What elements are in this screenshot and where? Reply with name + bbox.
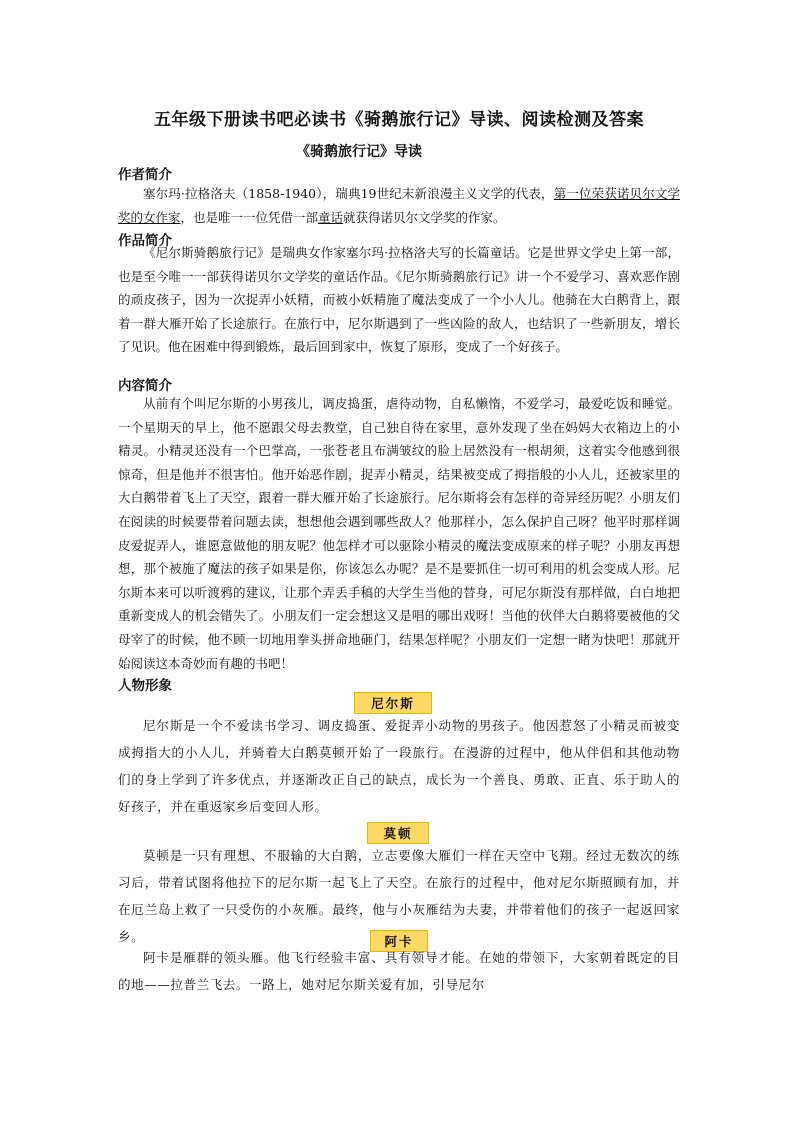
character-paragraph-akka: 阿卡是雁群的领头雁。他飞行经验丰富、具有领导才能。在她的带领下，大家朝着既定的目的地——拉普兰飞去。一路上，她对尼尔斯关爱有加，引导尼尔 bbox=[118, 950, 680, 992]
character-paragraph-nils: 尼尔斯是一个不爱读书学习、调皮捣蛋、爱捉弄小动物的男孩子。他因惹怒了小精灵而被变成拇指大的小人儿，并骑着大白鹅莫顿开始了一段旅行。在漫游的过程中，他从伴侣和其他动物们的身上学到了许多优点，并逐渐改正自己的缺点，成长为一个善良、勇敢、正直、乐于助人的好孩子，并在重返家乡后变回人形。 bbox=[118, 718, 680, 814]
section-heading-characters: 人物形象 bbox=[118, 678, 172, 694]
character-badge-nils: 尼尔斯 bbox=[354, 692, 432, 714]
character-badge-akka: 阿卡 bbox=[370, 930, 428, 952]
content-paragraph: 从前有个叫尼尔斯的小男孩儿，调皮捣蛋，虐待动物，自私懒惰，不爱学习，最爱吃饭和睡觉。一个星期天的早上，他不愿跟父母去教堂，自己独自待在家里，意外发现了坐在妈妈大衣箱边上的小精灵。小精灵还没有一个巴掌高，一张苍老且布满皱纹的脸上居然没有一根胡须，这着实令他感到很惊奇，但是他并不很害怕。他开始恶作剧，捉弄小精灵，结果被变成了拇指般的小人儿，还被家里的大白鹅带着飞上了天空，跟着一群大雁开始了长途旅行。尼尔斯将会有怎样的奇异经历呢？小朋友们在阅读的时候要带着问题去读，想想他会遇到哪些敌人？他那样小，怎么保护自己呀？他平时那样调皮爱捉弄人，谁愿意做他的朋友呢？他怎样才可以驱除小精灵的魔法变成原来的样子呢？小朋友再想想，那个被施了魔法的孩子如果是你，你该怎么办呢？是不是要抓住一切可利用的机会变成人形。尼尔斯本来可以听渡鸦的建议，让那个弄丢手稿的大学生当他的替身，可尼尔斯没有那样做，白白地把重新变成人的机会错失了。小朋友们一定会想这又是唱的哪出戏呀！当他的伙伴大白鹅将要被他的父母宰了的时候，他不顾一切地用拳头拼命地砸门，结果怎样呢？小朋友们一定想一睹为快吧！那就开始阅读这本奇妙而有趣的书吧！ bbox=[118, 396, 680, 671]
character-badge-morten: 莫顿 bbox=[367, 822, 429, 844]
character-paragraph-morten: 莫顿是一只有理想、不服输的大白鹅，立志要像大雁们一样在天空中飞翔。经过无数次的练习后，带着试图将他拉下的尼尔斯一起飞上了天空。在旅行的过程中，他对尼尔斯照顾有加，并在厄兰岛上救了一只受伤的小灰雁。最终，他与小灰雁结为夫妻，并带着他们的孩子一起返回家乡。 bbox=[118, 848, 680, 944]
section-heading-work: 作品简介 bbox=[118, 233, 172, 249]
author-text-a: 塞尔玛·拉格洛夫（1858-1940），瑞典19世纪末新浪漫主义文学的代表， bbox=[143, 186, 554, 201]
subtitle: 《骑鹅旅行记》导读 bbox=[296, 144, 422, 160]
author-text-b: 第一位荣获诺贝尔文学奖的女作家 bbox=[118, 186, 680, 225]
author-paragraph bbox=[118, 182, 680, 229]
section-heading-content: 内容简介 bbox=[118, 378, 172, 394]
work-paragraph: 《尼尔斯骑鹅旅行记》是瑞典女作家塞尔玛·拉格洛夫写的长篇童话。它是世界文学史上第一部，也是至今唯一一部获得诺贝尔文学奖的童话作品。《尼尔斯骑鹅旅行记》讲一个不爱学习、喜欢恶作剧的顽皮孩子，因为一次捉弄小妖精，而被小妖精施了魔法变成了一个小人儿。他骑在大白鹅背上，跟着一群大雁开始了长途旅行。在旅行中，尼尔斯遇到了一些凶险的敌人，也结识了一些新朋友，增长了见识。他在困难中得到锻炼，最后回到家中，恢复了原形，变成了一个好孩子。 bbox=[118, 245, 680, 355]
author-text-d: 童话 bbox=[318, 209, 344, 225]
author-text-c: ，也是唯一一位凭借一部 bbox=[180, 209, 319, 225]
section-heading-author: 作者简介 bbox=[118, 167, 172, 183]
title: 五年级下册读书吧必读书《骑鹅旅行记》导读、阅读检测及答案 bbox=[154, 110, 644, 130]
author-text-e: 就获得诺贝尔文学奖的作家。 bbox=[343, 209, 506, 225]
